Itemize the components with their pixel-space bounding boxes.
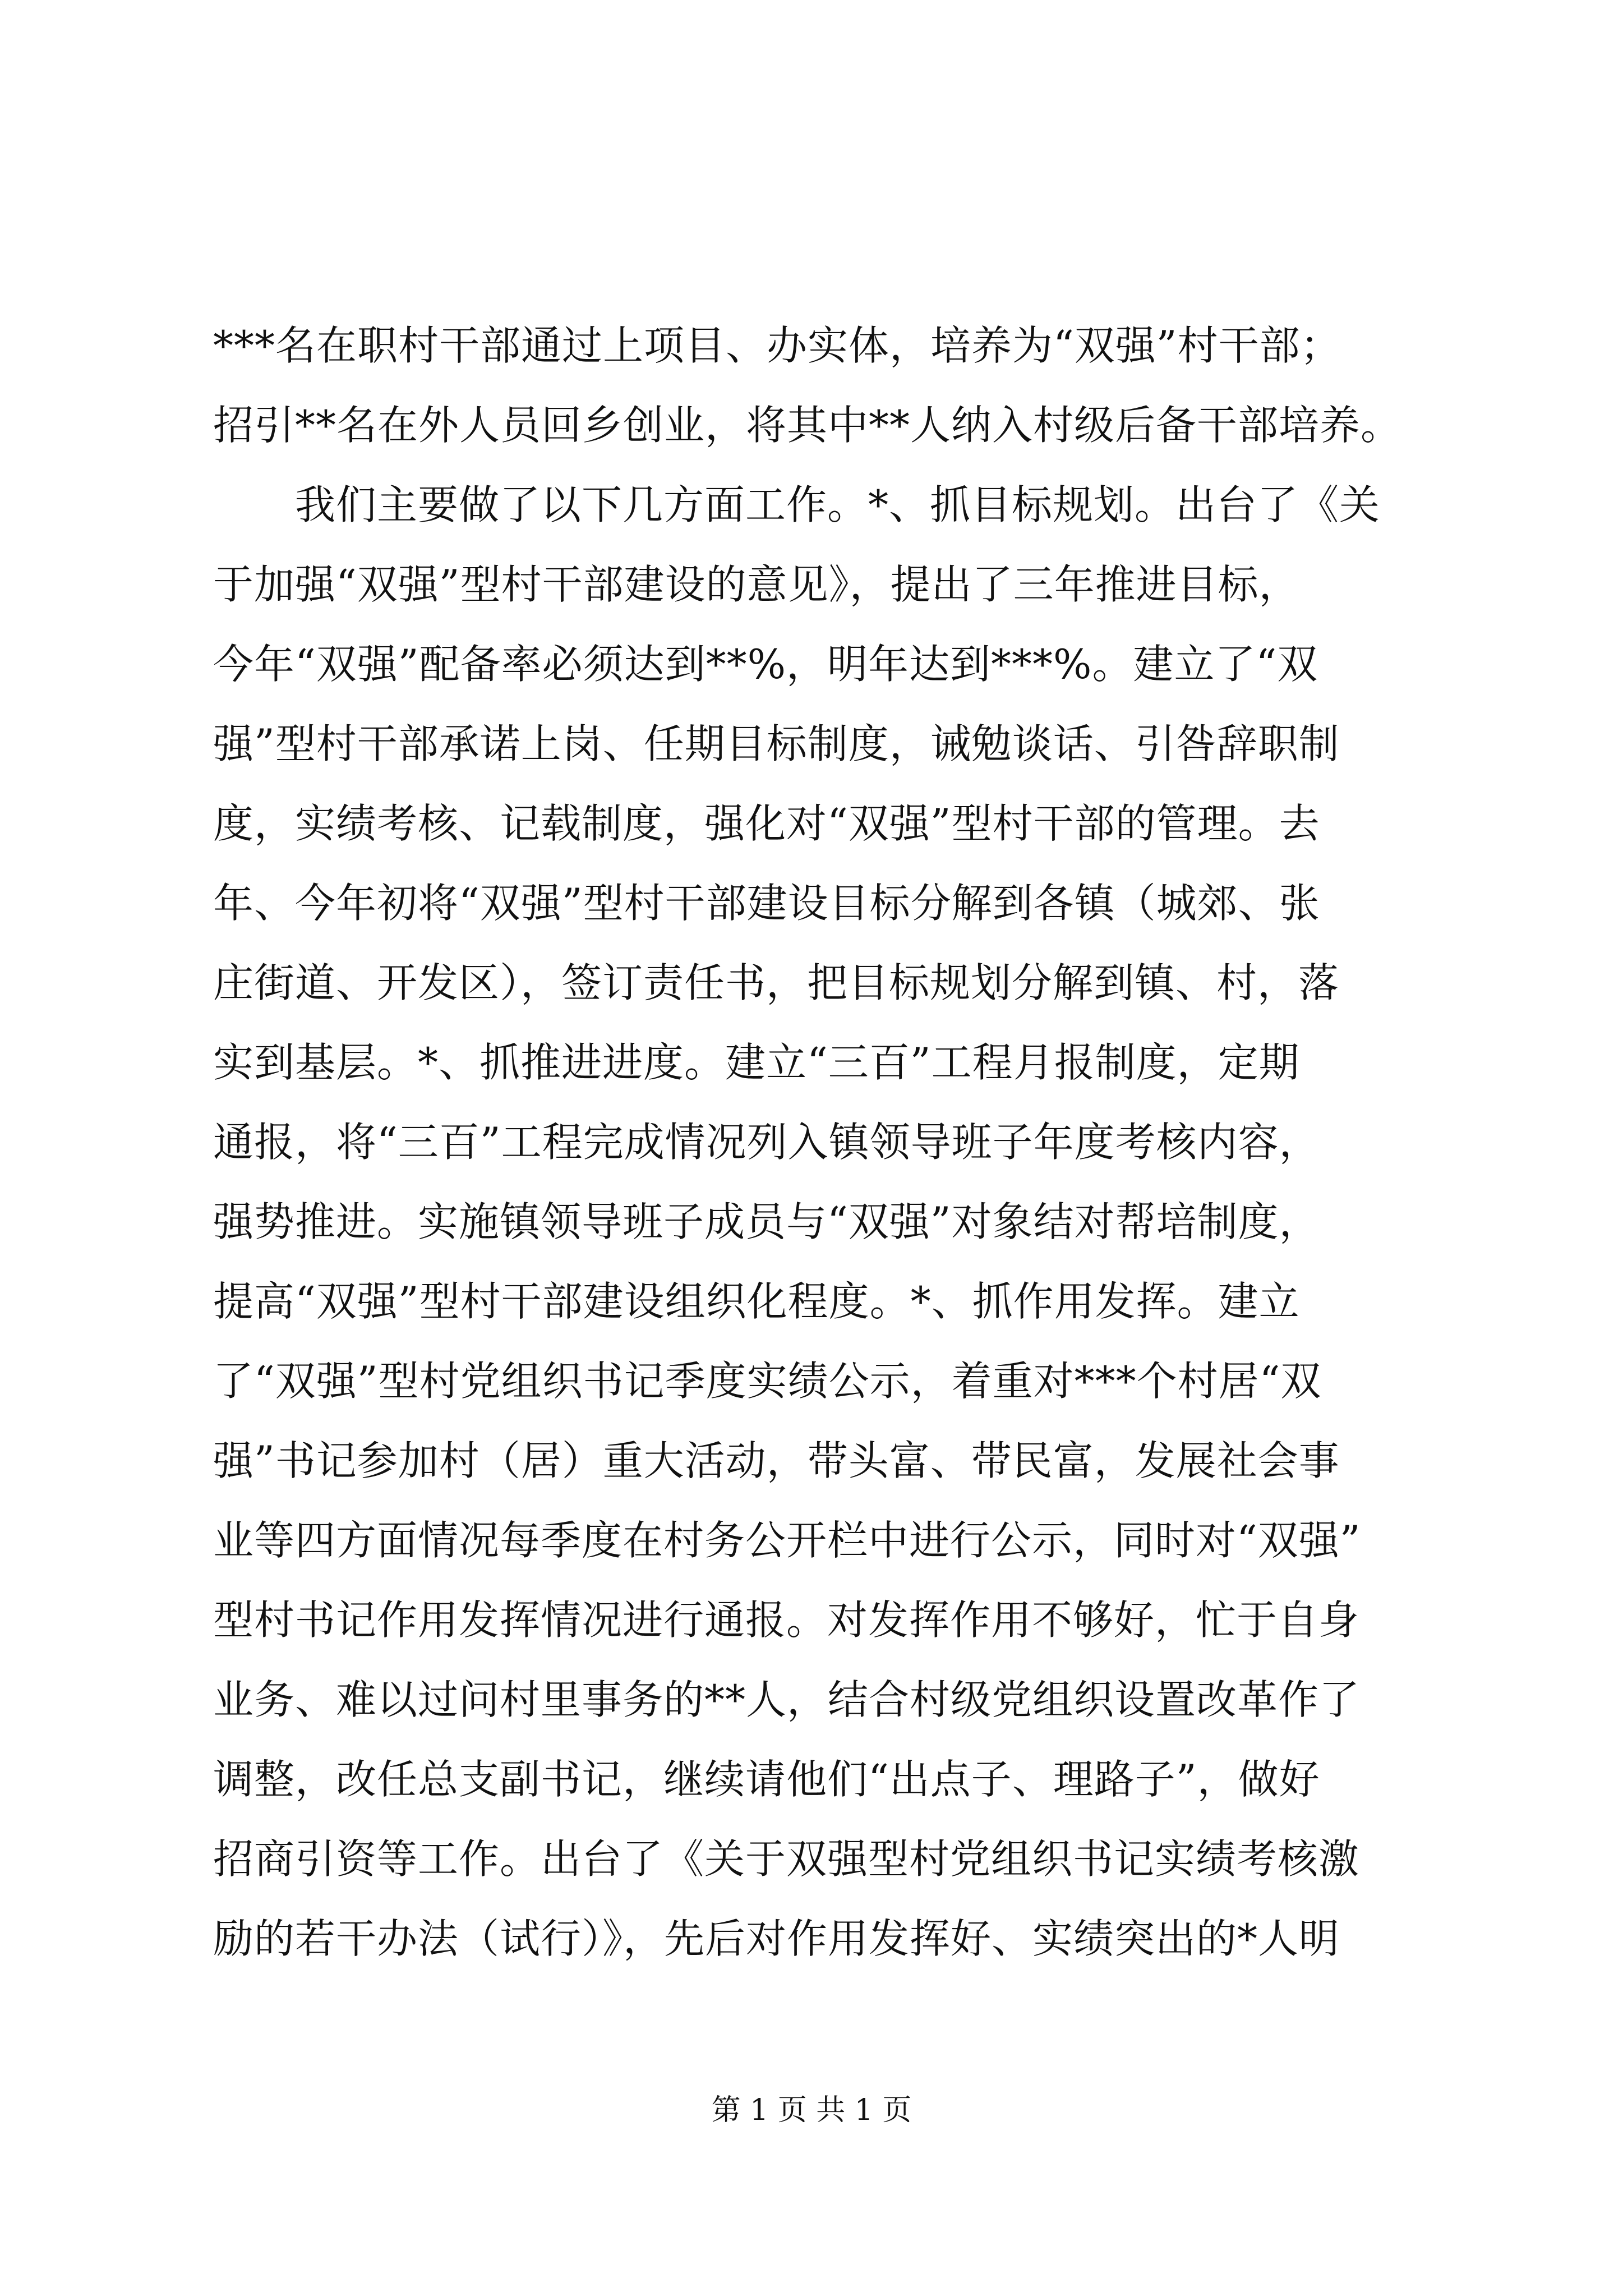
document-body: [213, 306, 1424, 1978]
text-line-4: 于加强“双强”型村干部建设的意见》，提出了三年推进目标，: [213, 561, 1300, 608]
text-line-20: 招商引资等工作。出台了《关于双强型村党组织书记实绩考核激: [213, 1835, 1360, 1883]
text-line-19: 调整，改任总支副书记，继续请他们“出点子、理路子”，做好: [213, 1756, 1320, 1803]
text-line-1: ***名在职村干部通过上项目、办实体，培养为“双强”村干部；: [213, 322, 1341, 369]
text-line-15: 强”书记参加村（居）重大活动，带头富、带民富，发展社会事: [213, 1437, 1340, 1484]
text-line-13: 提高“双强”型村干部建设组织化程度。*、抓作用发挥。建立: [213, 1278, 1300, 1325]
text-line-6: 强”型村干部承诺上岗、任期目标制度，诫勉谈话、引咎辞职制: [213, 720, 1340, 767]
text-line-14: 了“双强”型村党组织书记季度实绩公示，着重对***个村居“双: [213, 1358, 1322, 1405]
text-line-18: 业务、难以过问村里事务的**人，结合村级党组织设置改革作了: [213, 1676, 1361, 1723]
text-line-16: 业等四方面情况每季度在村务公开栏中进行公示，同时对“双强”: [213, 1517, 1361, 1564]
text-line-17: 型村书记作用发挥情况进行通报。对发挥作用不够好，忙于自身: [213, 1596, 1360, 1644]
text-line-7: 度，实绩考核、记载制度，强化对“双强”型村干部的管理。去: [213, 800, 1320, 847]
text-line-2: 招引**名在外人员回乡创业，将其中**人纳入村级后备干部培养。: [213, 402, 1402, 449]
text-line-12: 强势推进。实施镇领导班子成员与“双强”对象结对帮培制度，: [213, 1198, 1320, 1245]
text-line-10: 实到基层。*、抓推进进度。建立“三百”工程月报制度，定期: [213, 1039, 1300, 1086]
text-line-5: 今年“双强”配备率必须达到**%，明年达到***%。建立了“双: [213, 641, 1318, 688]
text-line-11: 通报，将“三百”工程完成情况列入镇领导班子年度考核内容，: [213, 1119, 1320, 1166]
page-number-footer: 第 1 页 共 1 页: [711, 2093, 912, 2127]
text-line-8: 年、今年初将“双强”型村干部建设目标分解到各镇（城郊、张: [213, 880, 1320, 927]
text-line-9: 庄街道、开发区），签订责任书，把目标规划分解到镇、村，落: [213, 959, 1340, 1006]
text-line-21: 励的若干办法（试行）》，先后对作用发挥好、实绩突出的*人明: [213, 1915, 1340, 1962]
text-line-3: 我们主要做了以下几方面工作。*、抓目标规划。出台了《关: [213, 481, 1381, 528]
